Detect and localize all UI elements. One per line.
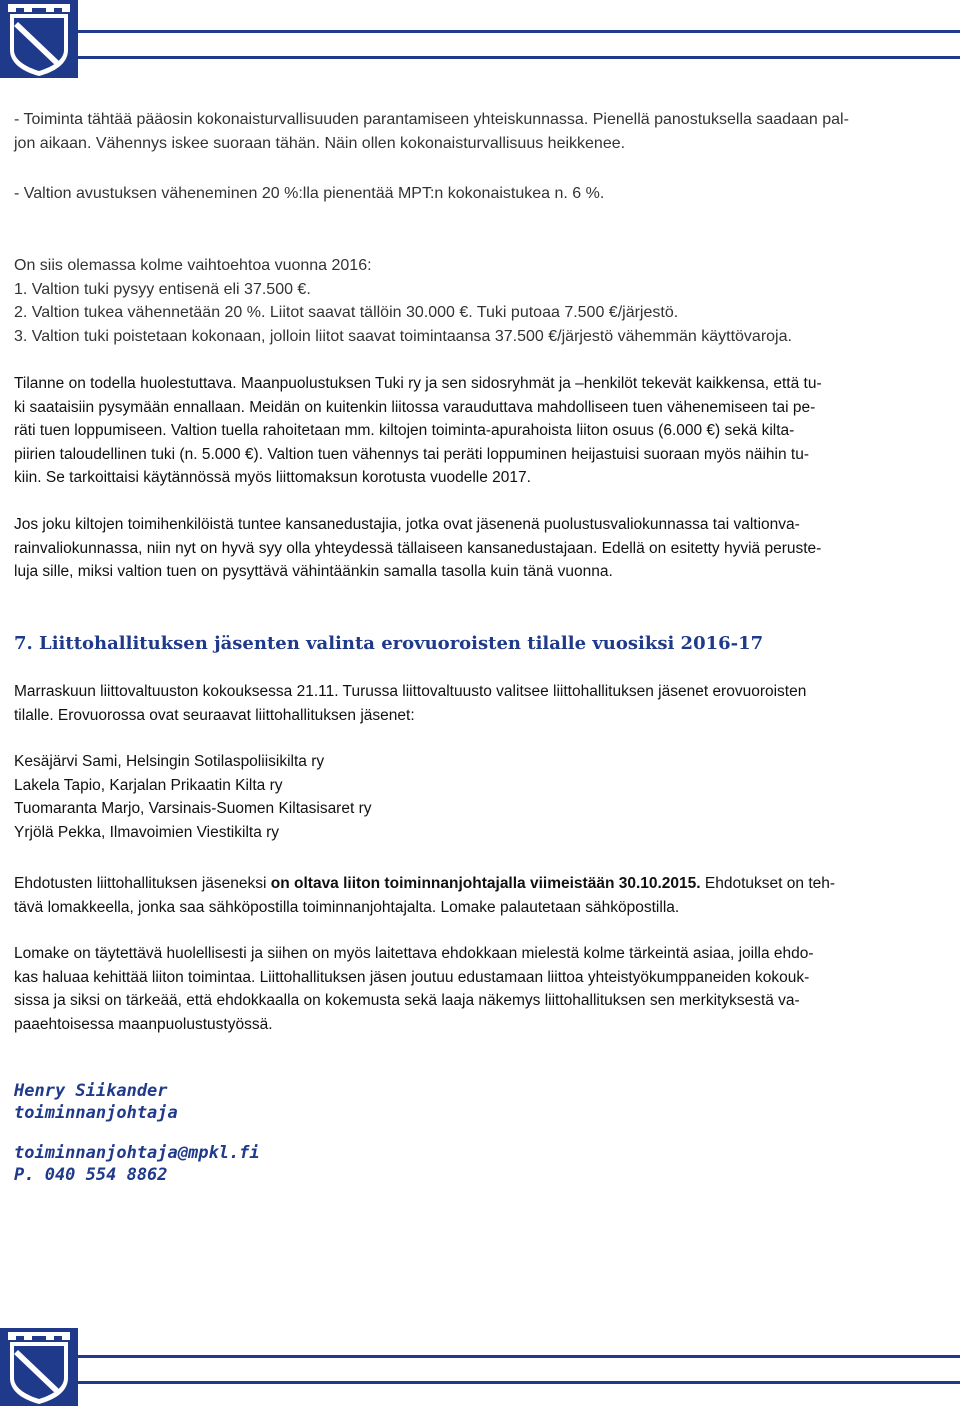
section7-paragraph-3	[14, 942, 944, 1036]
text-line	[14, 872, 944, 896]
deadline-emphasis: on oltava liiton toiminnanjohtajalla viimeistään 30.10.2015.	[270, 875, 701, 892]
text-line: piirien taloudellinen tuki (n. 5.000 €). Valtion tuen vähennys tai peräti loppuminen heijastuisi suoraan myös näihin tu-	[14, 445, 809, 463]
text-line: räti tuen loppumiseen. Valtion tuella rahoitetaan mm. kiltojen toiminta-apurahoista liiton osuus (6.000 €) sekä kilta-	[14, 422, 795, 439]
section-heading: 7. Liittohallituksen jäsenten valinta erovuoroisten tilalle vuosiksi 2016-17	[14, 633, 764, 654]
text-line: Tilanne on todella huolestuttava. Maanpuolustuksen Tuki ry ja sen sidosryhmät ja –henkilöt tekevät kaikkensa, että tu-	[14, 375, 822, 392]
text-line: luja sille, miksi valtion tuen on pysyttävä vähintäänkin samalla tasolla kuin tänä vuonna.	[14, 563, 613, 580]
header-rule-top	[75, 30, 960, 33]
intro-paragraph	[14, 108, 944, 155]
list-item: Kesäjärvi Sami, Helsingin Sotilaspoliisikilta ry	[14, 753, 325, 770]
options-list	[14, 254, 944, 348]
text-line: ki saataisiin pysymään ennallaan. Meidän on kuitenkin liitossa varauduttava mahdolliseen tuen vähenemiseen tai pe-	[14, 398, 816, 416]
text-line: Jos joku kiltojen toimihenkilöistä tuntee kansanedustajia, jotka ovat jäsenenä puolustusvaliokunnassa tai valtionva-	[14, 516, 800, 533]
appeal-paragraph	[14, 513, 944, 584]
intro-note	[14, 182, 944, 206]
phone-number: P. 040 554 8862	[14, 1165, 168, 1185]
list-item: Lakela Tapio, Karjalan Prikaatin Kilta ry	[14, 776, 283, 794]
page-footer	[0, 1328, 960, 1405]
text-line: kiin. Se tarkoittaisi käytännössä myös liittomaksun korotusta vuodelle 2017.	[14, 469, 531, 486]
page-header	[0, 0, 960, 82]
situation-paragraph	[14, 372, 944, 490]
option-item: 3. Valtion tuki poistetaan kokonaan, jolloin liitot saavat toimintaansa 37.500 €/järjestö vähemmän käyttövaroja.	[14, 327, 792, 345]
member-list	[14, 750, 944, 844]
signature-name: Henry Siikander	[14, 1081, 168, 1101]
signature-block	[14, 1080, 944, 1124]
footer-rule-top	[75, 1355, 960, 1358]
options-intro: On siis olemassa kolme vaihtoehtoa vuonna 2016:	[14, 257, 372, 274]
castle-shield-logo-icon	[0, 1328, 78, 1406]
contact-block	[14, 1142, 944, 1186]
castle-shield-logo-icon	[0, 0, 78, 78]
header-rule-bottom	[75, 56, 960, 59]
text-line: paaehtoisessa maanpuolustustyössä.	[14, 1015, 273, 1033]
text-line: jon aikaan. Vähennys iskee suoraan tähän. Näin ollen kokonaisturvallisuus heikkenee.	[14, 134, 626, 152]
list-item: Tuomaranta Marjo, Varsinais-Suomen Kiltasisaret ry	[14, 800, 372, 817]
signature-title: toiminnanjohtaja	[14, 1103, 178, 1123]
text-line: kas haluaa kehittää liiton toimintaa. Liittohallituksen jäsen joutuu edustamaan liittoa yhteistyökumppaneiden kokouk-	[14, 968, 810, 986]
text-line: rainvaliokunnassa, niin nyt on hyvä syy olla yhteydessä tällaiseen kansanedustajaan. Edellä on esitetty hyviä peruste-	[14, 539, 822, 557]
text-line: tilalle. Erovuorossa ovat seuraavat liittohallituksen jäsenet:	[14, 706, 415, 724]
section7-paragraph-2	[14, 872, 944, 919]
text-line: tävä lomakkeella, jonka saa sähköpostilla toiminnanjohtajalta. Lomake palautetaan sähköpostilla.	[14, 898, 680, 916]
text-line: Marraskuun liittovaltuuston kokouksessa 21.11. Turussa liittovaltuusto valitsee liittohallituksen jäsenet erovuoroisten	[14, 683, 807, 700]
text-fragment: Ehdotukset on teh-	[700, 875, 836, 892]
list-item: Yrjölä Pekka, Ilmavoimien Viestikilta ry	[14, 823, 280, 841]
footer-rule-bottom	[75, 1381, 960, 1384]
text-line: - Valtion avustuksen väheneminen 20 %:lla pienentää MPT:n kokonaistukea n. 6 %.	[14, 185, 605, 202]
section7-paragraph-1	[14, 680, 944, 727]
text-fragment: Ehdotusten liittohallituksen jäseneksi	[14, 875, 271, 892]
option-item: 2. Valtion tukea vähennetään 20 %. Liitot saavat tällöin 30.000 €. Tuki putoaa 7.500 €/järjestö.	[14, 304, 679, 321]
text-line: - Toiminta tähtää pääosin kokonaisturvallisuuden parantamiseen yhteiskunnassa. Pienellä panostuksella saadaan pal-	[14, 111, 849, 128]
email-link[interactable]: toiminnanjohtaja@mpkl.fi	[14, 1143, 260, 1163]
text-line: sissa ja siksi on tärkeää, että ehdokkaalla on kokemusta sekä laaja näkemys liittohallituksen sen merkityksestä va-	[14, 992, 800, 1009]
text-line: Lomake on täytettävä huolellisesti ja siihen on myös laitettava ehdokkaan mielestä kolme tärkeintä asiaa, joilla ehdo-	[14, 945, 814, 962]
option-item: 1. Valtion tuki pysyy entisenä eli 37.500 €.	[14, 280, 311, 298]
